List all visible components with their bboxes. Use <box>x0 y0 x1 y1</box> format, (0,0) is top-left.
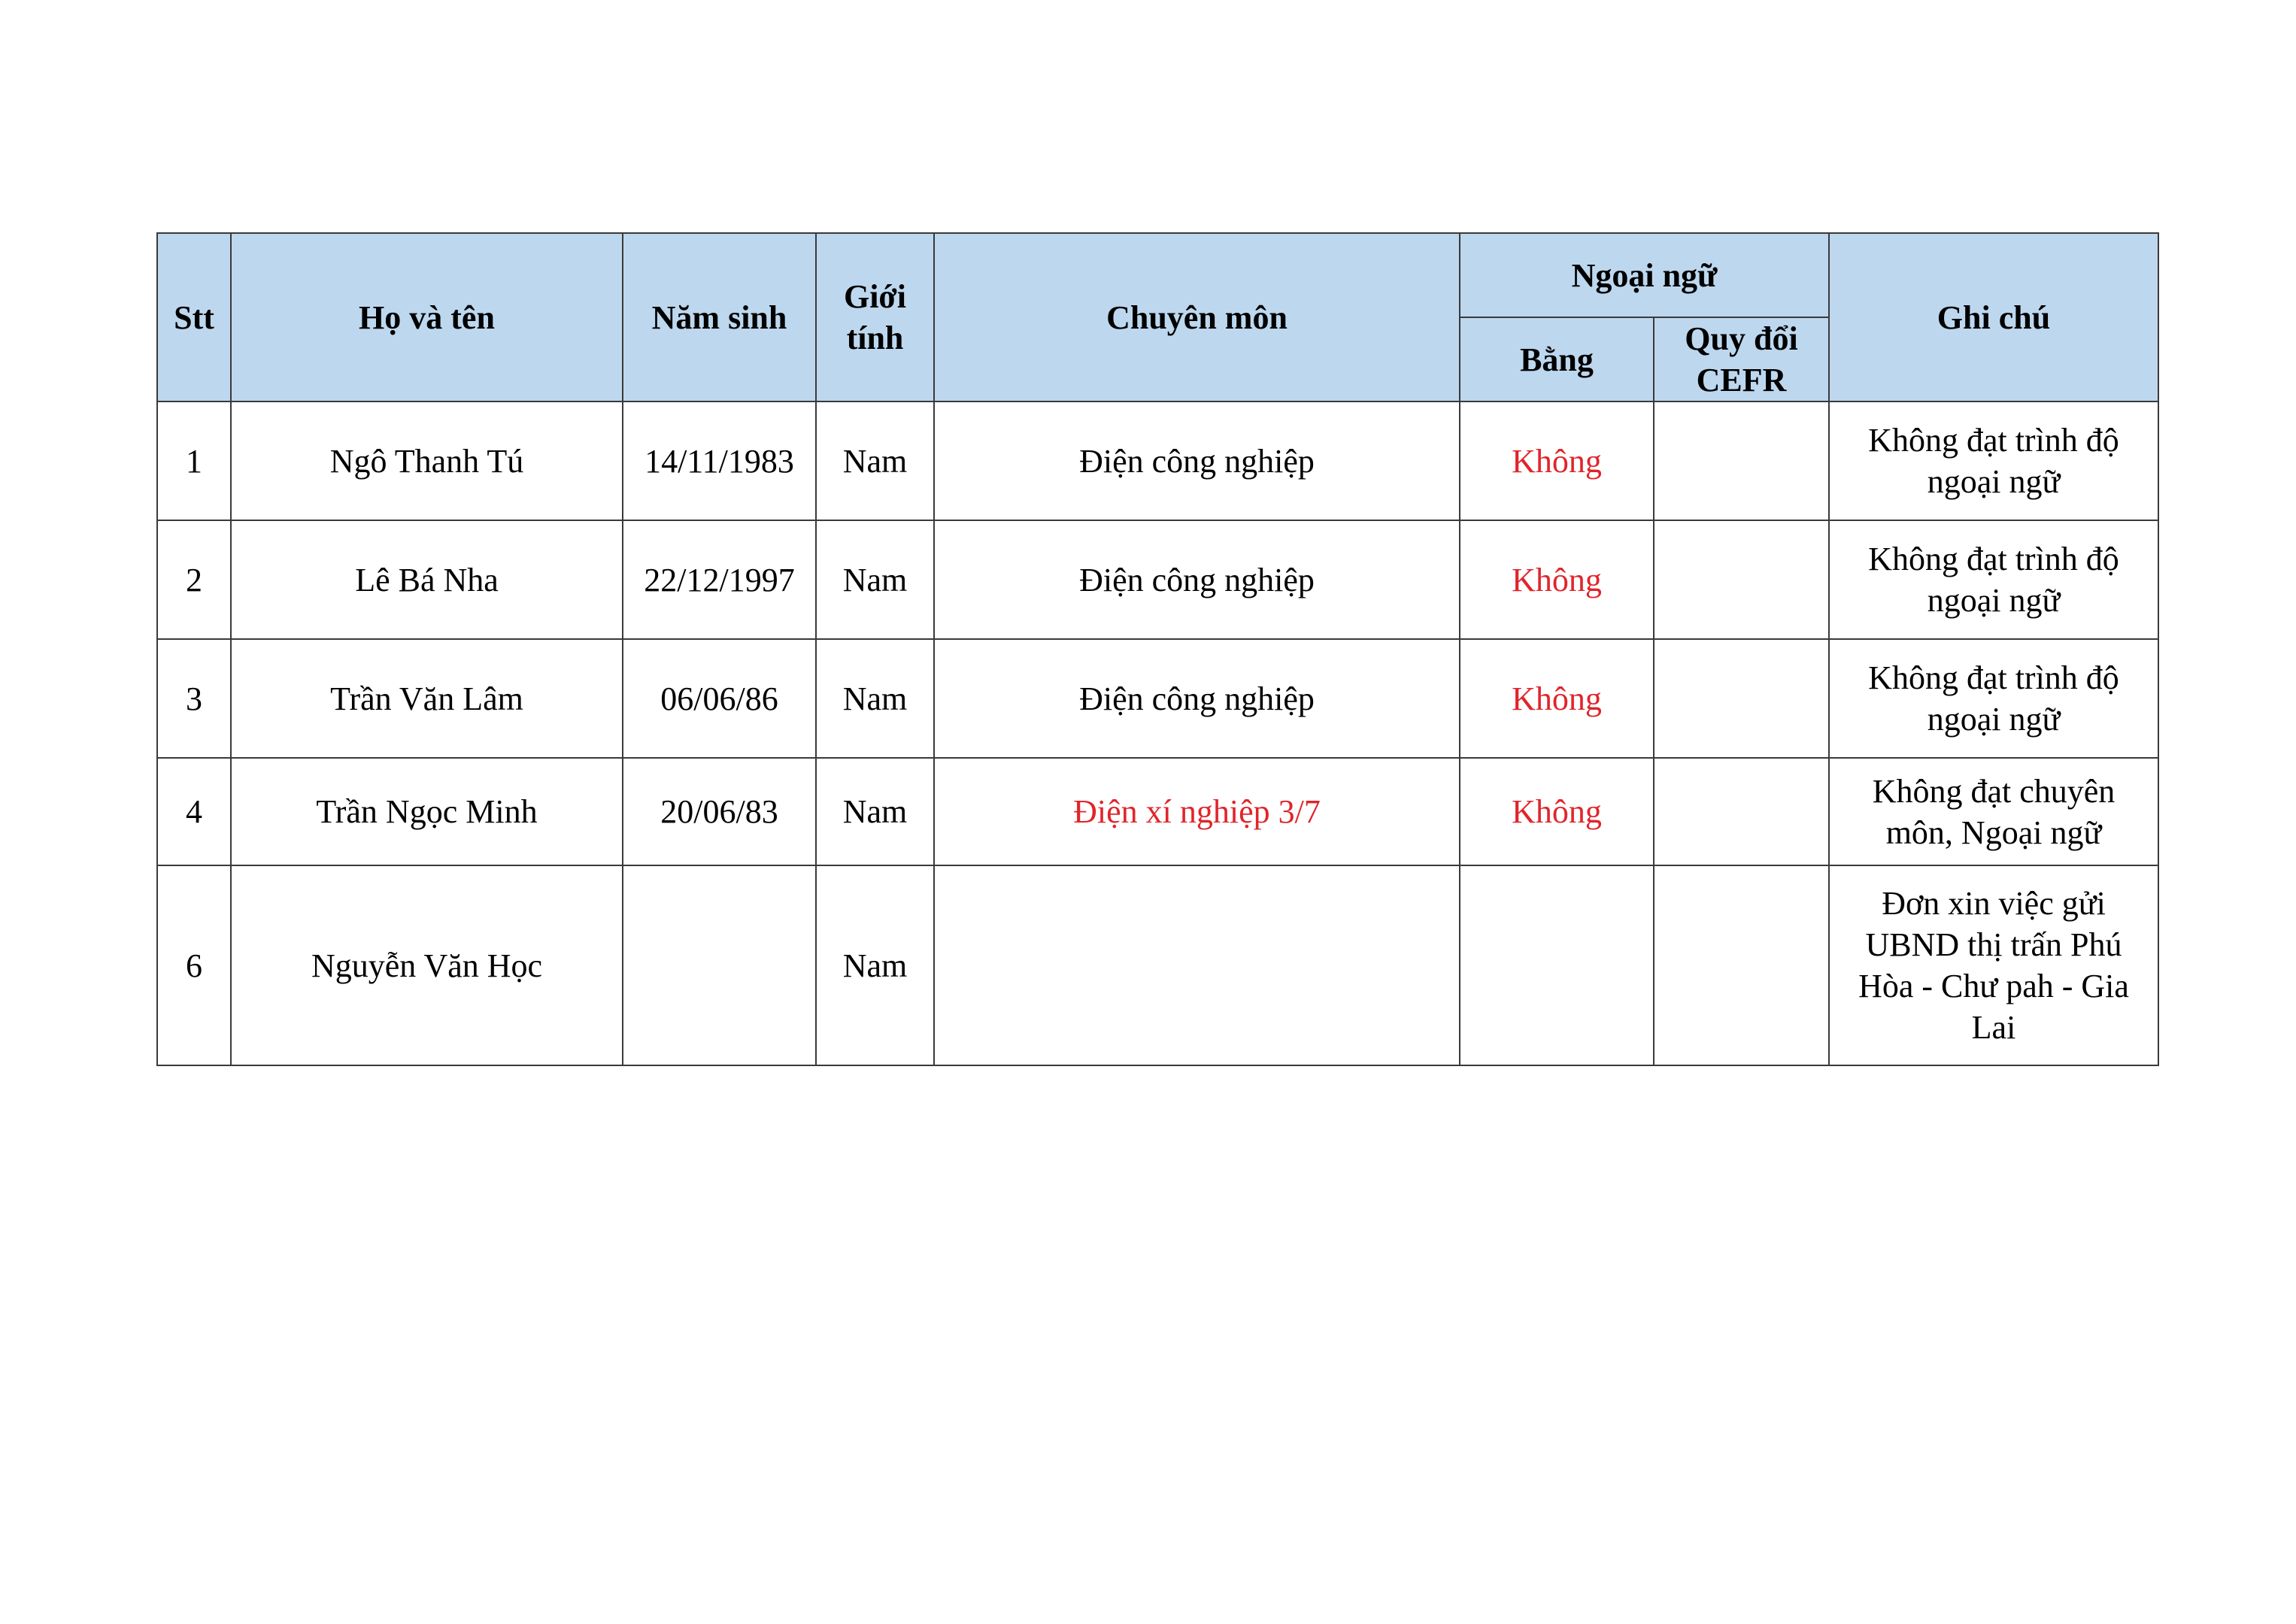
cell-degree: Không <box>1460 520 1654 639</box>
cell-birth: 14/11/1983 <box>623 401 816 520</box>
cell-degree <box>1460 865 1654 1065</box>
candidate-table <box>156 232 2159 1066</box>
table-row <box>157 639 2158 758</box>
cell-major: Điện công nghiệp <box>934 401 1460 520</box>
header-name: Họ và tên <box>231 233 623 401</box>
header-major: Chuyên môn <box>934 233 1460 401</box>
cell-note: Không đạt trình độ ngoại ngữ <box>1829 520 2158 639</box>
cell-cefr <box>1654 401 1829 520</box>
header-stt: Stt <box>157 233 231 401</box>
cell-gender: Nam <box>816 401 934 520</box>
header-degree: Bằng <box>1460 317 1654 401</box>
cell-name: Ngô Thanh Tú <box>231 401 623 520</box>
cell-gender: Nam <box>816 639 934 758</box>
header-cefr: Quy đổi CEFR <box>1654 317 1829 401</box>
cell-stt: 4 <box>157 758 231 865</box>
cell-stt: 1 <box>157 401 231 520</box>
table-body <box>157 401 2158 1065</box>
header-row-top <box>157 233 2158 317</box>
cell-stt: 3 <box>157 639 231 758</box>
cell-stt: 6 <box>157 865 231 1065</box>
cell-name: Lê Bá Nha <box>231 520 623 639</box>
cell-gender: Nam <box>816 758 934 865</box>
cell-cefr <box>1654 639 1829 758</box>
cell-cefr <box>1654 758 1829 865</box>
cell-note: Đơn xin việc gửi UBND thị trấn Phú Hòa - Chư pah - Gia Lai <box>1829 865 2158 1065</box>
cell-name: Nguyễn Văn Học <box>231 865 623 1065</box>
cell-degree: Không <box>1460 639 1654 758</box>
cell-birth <box>623 865 816 1065</box>
header-gender: Giới tính <box>816 233 934 401</box>
cell-degree: Không <box>1460 401 1654 520</box>
cell-major: Điện công nghiệp <box>934 639 1460 758</box>
cell-major <box>934 865 1460 1065</box>
header-language-group: Ngoại ngữ <box>1460 233 1829 317</box>
cell-cefr <box>1654 520 1829 639</box>
table-header <box>157 233 2158 401</box>
table-row <box>157 520 2158 639</box>
header-birth: Năm sinh <box>623 233 816 401</box>
cell-major: Điện công nghiệp <box>934 520 1460 639</box>
cell-birth: 06/06/86 <box>623 639 816 758</box>
cell-degree: Không <box>1460 758 1654 865</box>
cell-note: Không đạt trình độ ngoại ngữ <box>1829 639 2158 758</box>
table-row <box>157 401 2158 520</box>
cell-birth: 20/06/83 <box>623 758 816 865</box>
cell-major: Điện xí nghiệp 3/7 <box>934 758 1460 865</box>
cell-gender: Nam <box>816 520 934 639</box>
cell-name: Trần Ngọc Minh <box>231 758 623 865</box>
cell-cefr <box>1654 865 1829 1065</box>
cell-birth: 22/12/1997 <box>623 520 816 639</box>
cell-note: Không đạt chuyên môn, Ngoại ngữ <box>1829 758 2158 865</box>
cell-note: Không đạt trình độ ngoại ngữ <box>1829 401 2158 520</box>
table-row <box>157 758 2158 865</box>
cell-name: Trần Văn Lâm <box>231 639 623 758</box>
cell-gender: Nam <box>816 865 934 1065</box>
cell-stt: 2 <box>157 520 231 639</box>
header-note: Ghi chú <box>1829 233 2158 401</box>
table-row <box>157 865 2158 1065</box>
